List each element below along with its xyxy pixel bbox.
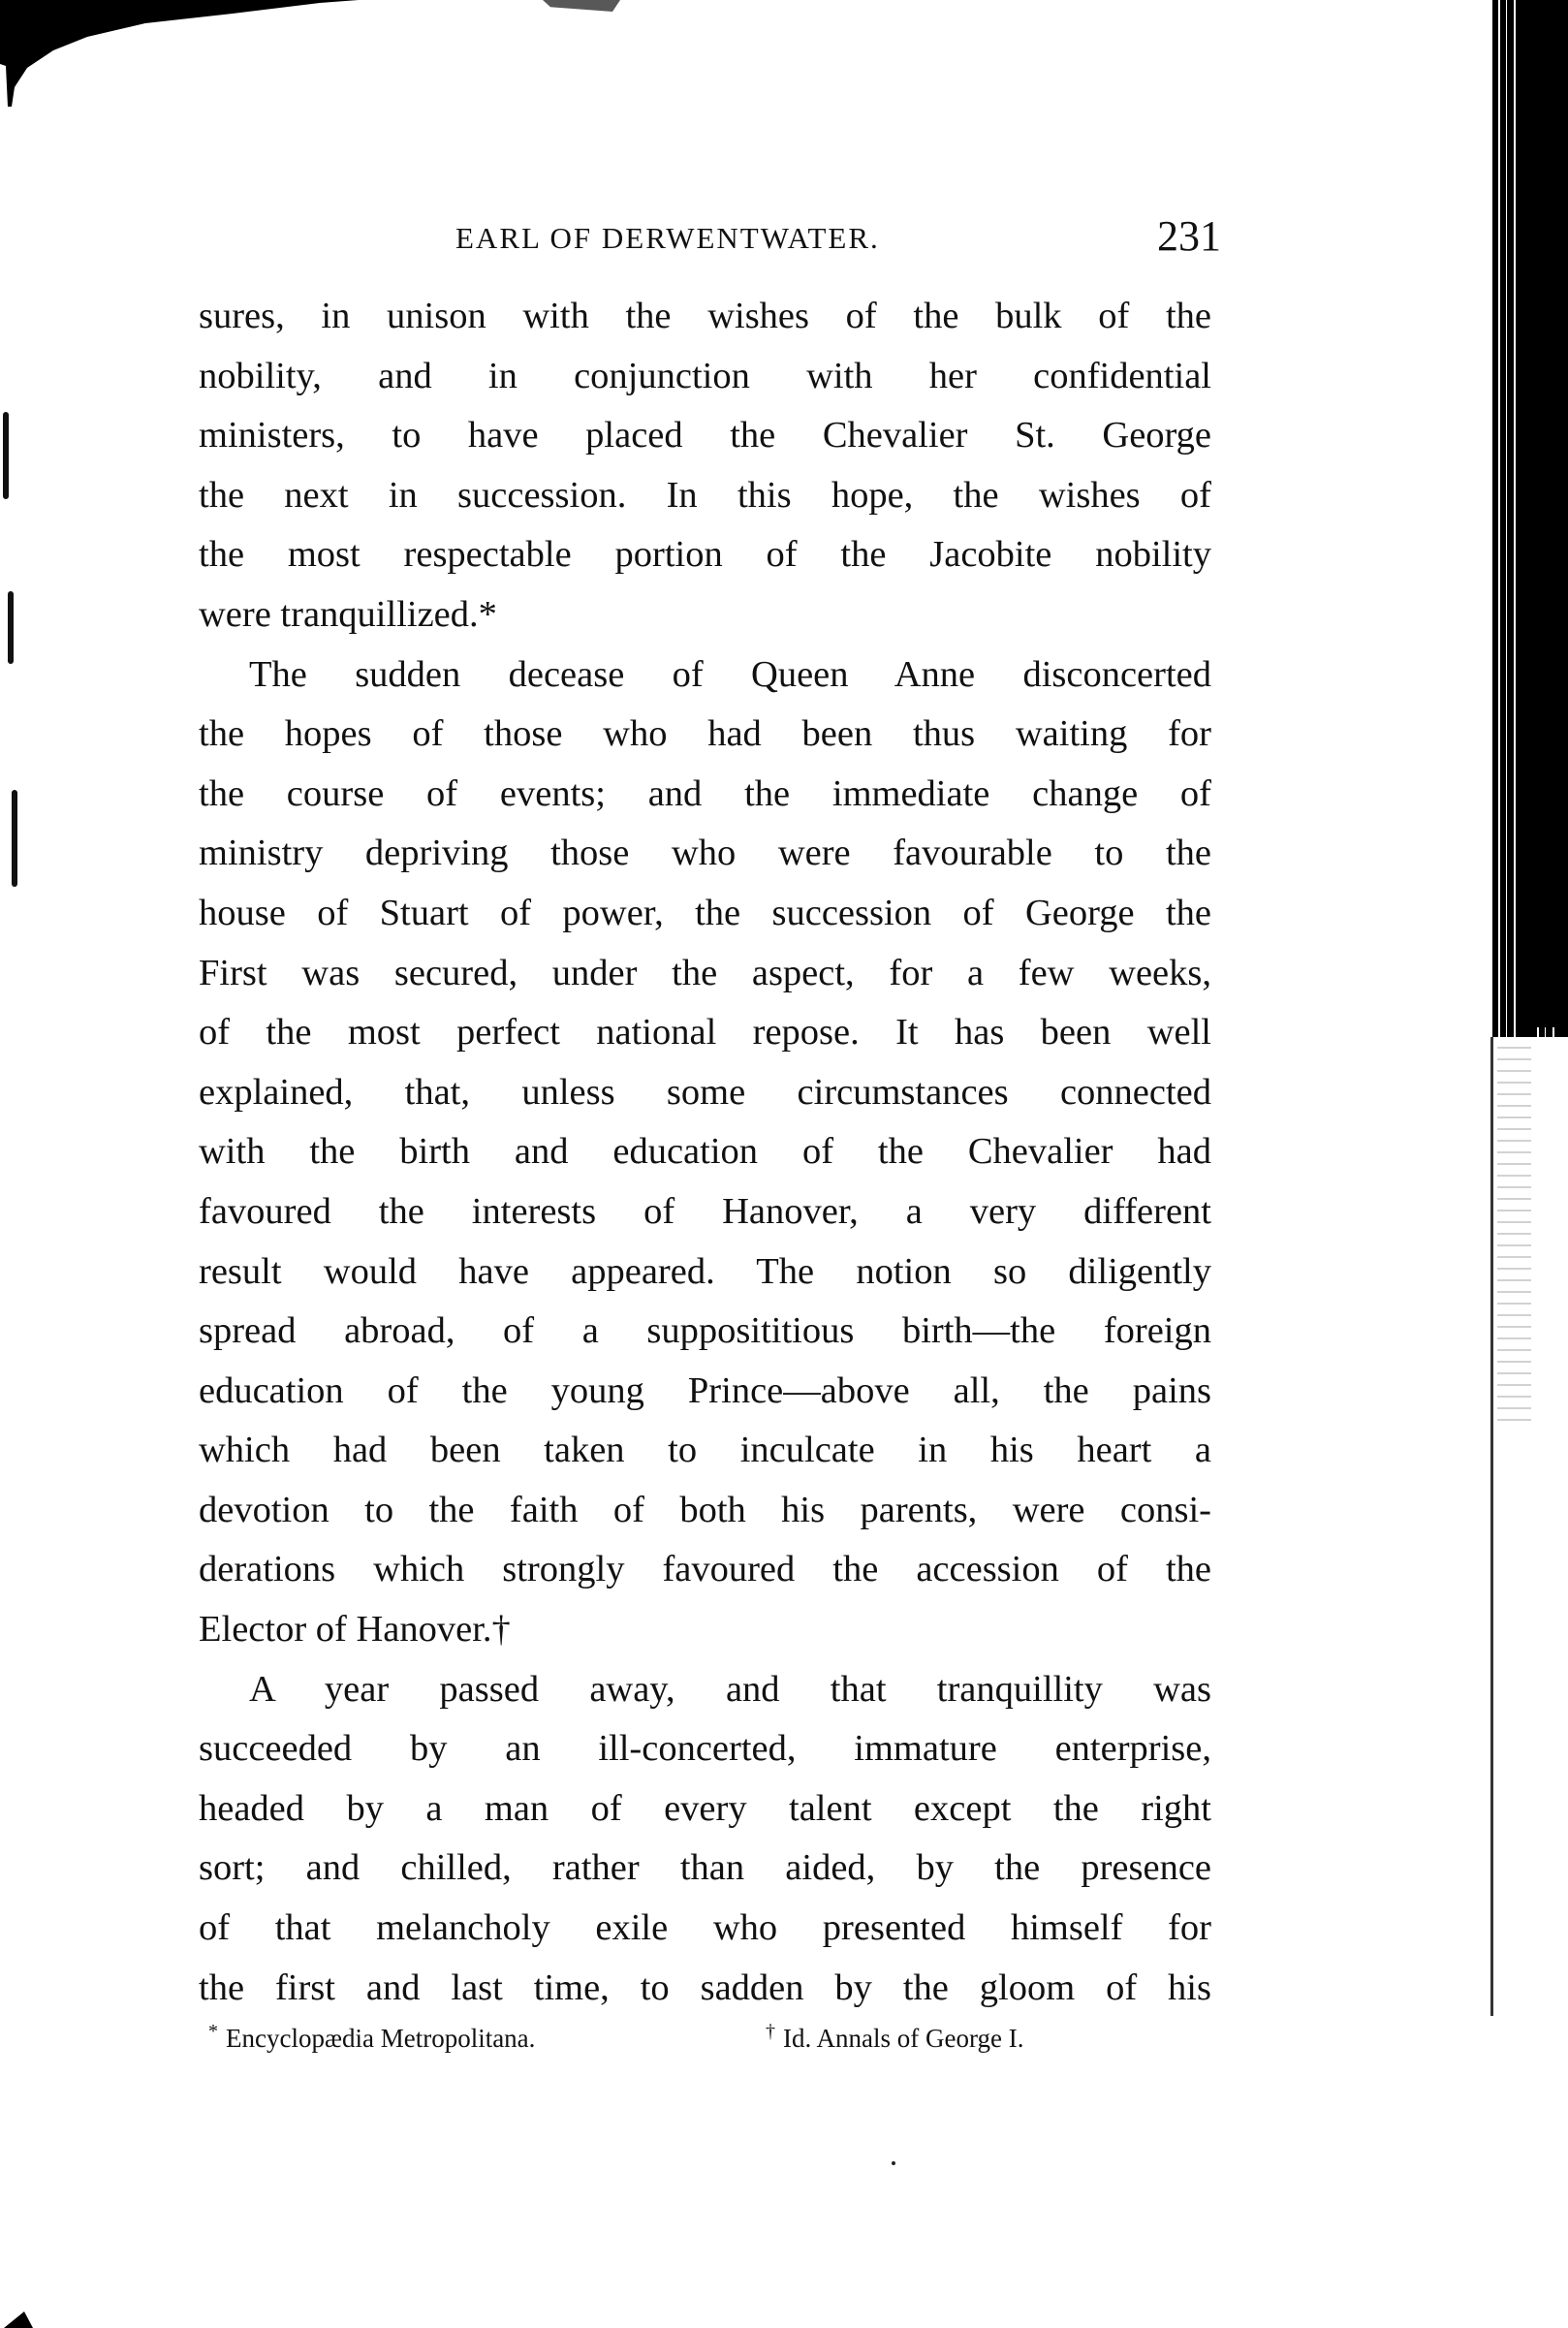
text-line: the hopes of those who had been thus waiting for — [199, 713, 1211, 755]
text-line: ministers, to have placed the Chevalier St. George — [199, 415, 1211, 456]
text-line: devotion to the faith of both his parents, were consi- — [199, 1489, 1211, 1530]
footnote-text: Id. Annals of George I. — [783, 2024, 1024, 2053]
body-text — [199, 287, 1211, 2018]
text-line: Elector of Hanover.† — [199, 1609, 511, 1651]
text-line: were tranquillized.* — [199, 593, 497, 635]
text-line: of the most perfect national repose. It has been well — [199, 1012, 1211, 1054]
text-line: derations which strongly favoured the accession of the — [199, 1549, 1211, 1590]
text-line: The sudden decease of Queen Anne disconcerted — [249, 653, 1211, 695]
text-line: which had been taken to inculcate in his heart a — [199, 1430, 1211, 1471]
text-line: of that melancholy exile who presented himself for — [199, 1907, 1211, 1949]
text-line: the first and last time, to sadden by the gloom of his — [199, 1966, 1211, 2008]
scan-speck — [892, 2161, 895, 2165]
scan-page-edge-line — [1490, 1037, 1493, 2016]
scan-smudge-top — [543, 0, 620, 12]
text-line: sures, in unison with the wishes of the bulk of the — [199, 296, 1211, 336]
scan-mark-left-3 — [12, 790, 17, 887]
footnote-text: Encyclopædia Metropolitana. — [226, 2024, 536, 2053]
text-line: the next in succession. In this hope, the wishes of — [199, 474, 1211, 516]
footnote-marker: † — [766, 2021, 775, 2042]
footnote-marker: * — [208, 2021, 218, 2042]
text-line: nobility, and in conjunction with her confidential — [199, 355, 1211, 396]
text-line: ministry depriving those who were favourable to the — [199, 833, 1211, 874]
scan-mark-left-2 — [8, 591, 14, 664]
footnotes — [208, 2021, 1168, 2069]
scan-shadow-top-left — [0, 0, 368, 107]
scan-shadow-right-fill — [1536, 0, 1568, 1027]
text-line: succeeded by an ill-concerted, immature enterprise, — [199, 1728, 1211, 1770]
text-line: the most respectable portion of the Jacobite nobility — [199, 534, 1211, 576]
text-line: result would have appeared. The notion so diligently — [199, 1250, 1211, 1292]
text-line: A year passed away, and that tranquillity was — [249, 1668, 1211, 1710]
footnote-2 — [766, 2021, 1023, 2054]
running-head — [455, 211, 1221, 260]
text-line: education of the young Prince—above all, the pains — [199, 1369, 1211, 1411]
text-line: house of Stuart of power, the succession of George the — [199, 892, 1211, 933]
scan-noise-right — [1497, 1037, 1531, 1425]
text-line: First was secured, under the aspect, for a few weeks, — [199, 952, 1211, 993]
text-line: with the birth and education of the Chevalier had — [199, 1131, 1211, 1173]
text-line: sort; and chilled, rather than aided, by the presence — [199, 1847, 1211, 1889]
text-line: the course of events; and the immediate change of — [199, 772, 1211, 814]
text-line: headed by a man of every talent except the right — [199, 1787, 1211, 1829]
text-line: explained, that, unless some circumstances connected — [199, 1071, 1211, 1113]
scan-mark-bottom-left — [4, 2312, 33, 2328]
text-line: spread abroad, of a supposititious birth—the foreign — [199, 1310, 1211, 1352]
footnote-1 — [208, 2021, 535, 2054]
running-title: EARL OF DERWENTWATER. — [455, 221, 880, 255]
scan-mark-left-1 — [3, 412, 9, 499]
text-line: favoured the interests of Hanover, a very different — [199, 1190, 1211, 1232]
page-number: 231 — [1157, 212, 1221, 260]
